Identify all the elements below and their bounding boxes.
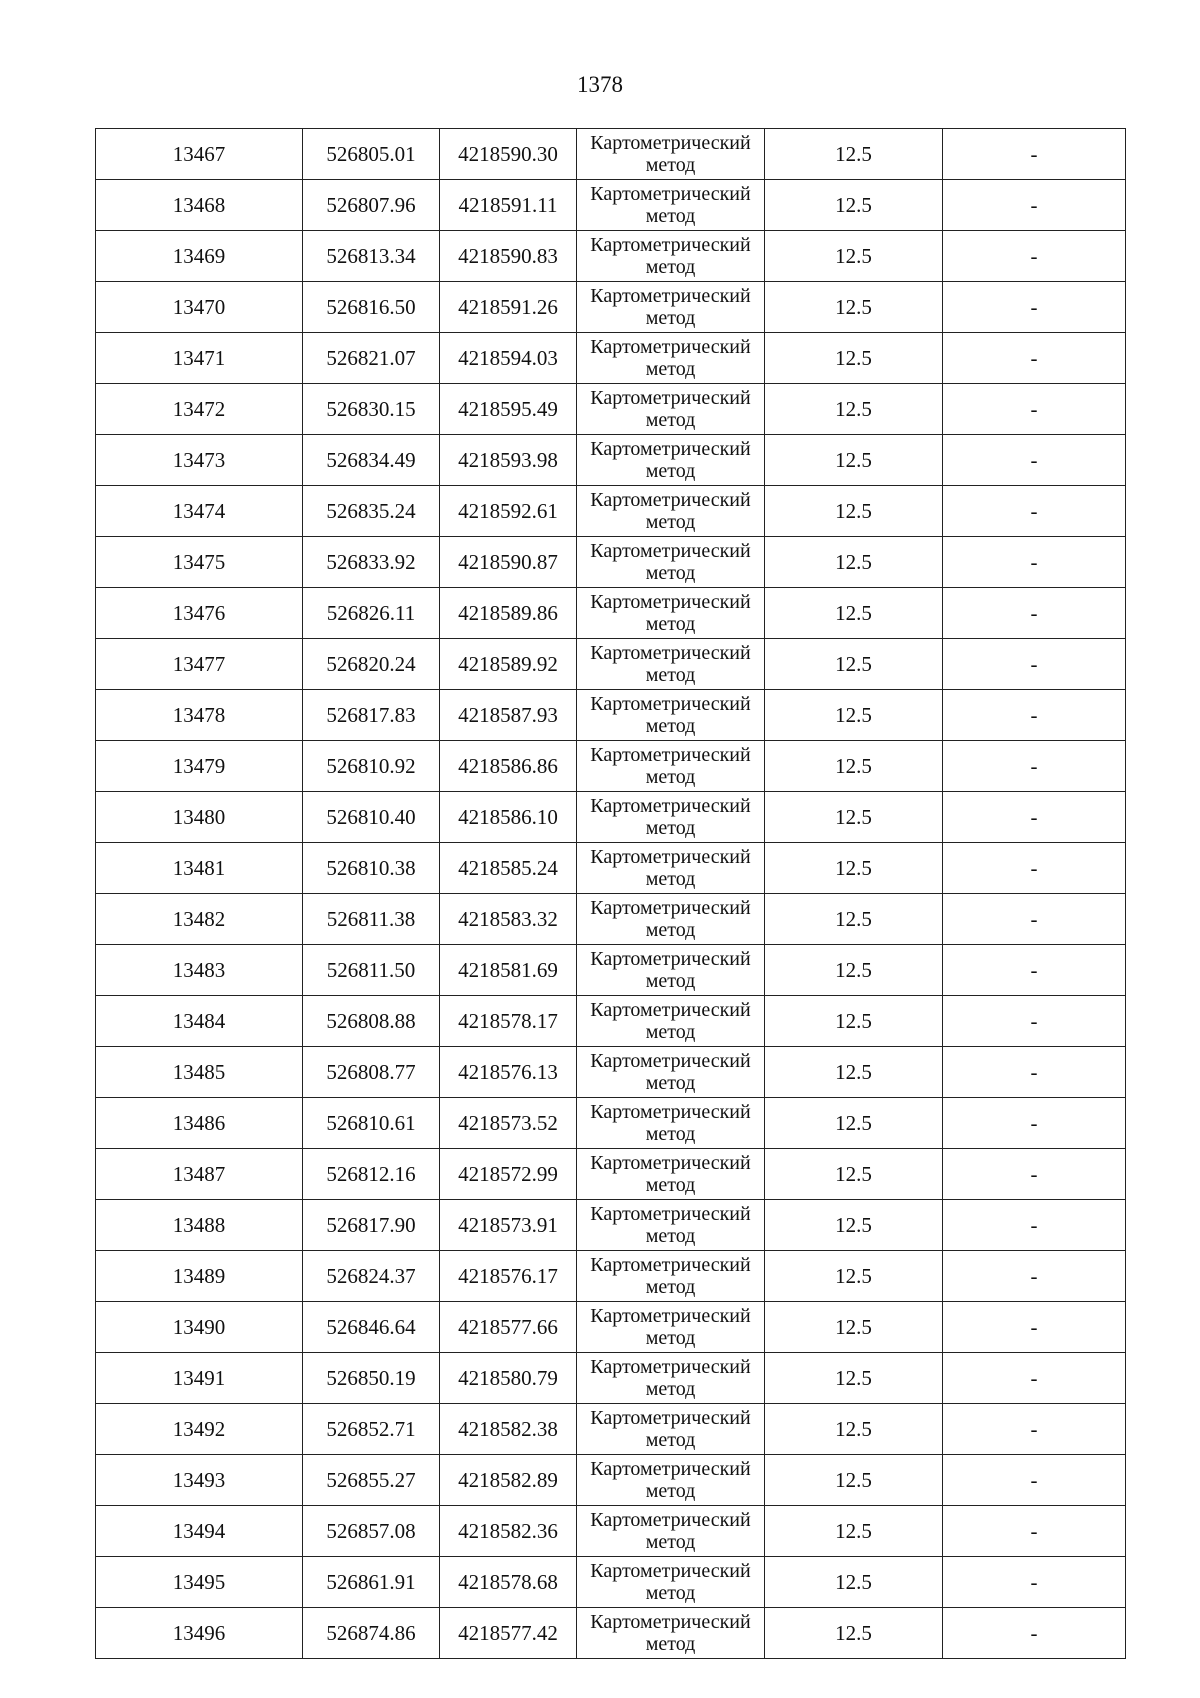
- coordinates-table: [95, 128, 1126, 1659]
- method-text: метод: [645, 613, 696, 635]
- point-number-cell: 13475: [96, 537, 303, 588]
- note-cell: -: [943, 231, 1126, 282]
- method-text: метод: [645, 1276, 696, 1298]
- method-text: Картометрический: [590, 1203, 751, 1225]
- note-cell: -: [943, 486, 1126, 537]
- method-cell: [577, 639, 765, 690]
- accuracy-cell: 12.5: [765, 792, 943, 843]
- point-number-cell: 13484: [96, 996, 303, 1047]
- accuracy-cell: 12.5: [765, 588, 943, 639]
- method-cell: [577, 333, 765, 384]
- method-text: Картометрический: [590, 1101, 751, 1123]
- method-text: Картометрический: [590, 183, 751, 205]
- point-number-cell: 13481: [96, 843, 303, 894]
- method-text: Картометрический: [590, 999, 751, 1021]
- method-cell: [577, 486, 765, 537]
- method-text: Картометрический: [590, 795, 751, 817]
- method-cell: [577, 282, 765, 333]
- point-number-cell: 13494: [96, 1506, 303, 1557]
- method-cell: [577, 741, 765, 792]
- table-row: [96, 1455, 1126, 1506]
- table-row: [96, 639, 1126, 690]
- x-coordinate-cell: 526820.24: [303, 639, 440, 690]
- note-cell: -: [943, 741, 1126, 792]
- method-text: Картометрический: [590, 642, 751, 664]
- table-row: [96, 996, 1126, 1047]
- table-row: [96, 384, 1126, 435]
- note-cell: -: [943, 843, 1126, 894]
- point-number-cell: 13492: [96, 1404, 303, 1455]
- accuracy-cell: 12.5: [765, 690, 943, 741]
- method-cell: [577, 1098, 765, 1149]
- x-coordinate-cell: 526850.19: [303, 1353, 440, 1404]
- method-text: Картометрический: [590, 285, 751, 307]
- accuracy-cell: 12.5: [765, 639, 943, 690]
- point-number-cell: 13473: [96, 435, 303, 486]
- method-text: Картометрический: [590, 1560, 751, 1582]
- accuracy-cell: 12.5: [765, 180, 943, 231]
- point-number-cell: 13480: [96, 792, 303, 843]
- note-cell: -: [943, 129, 1126, 180]
- note-cell: -: [943, 894, 1126, 945]
- method-text: метод: [645, 1378, 696, 1400]
- x-coordinate-cell: 526826.11: [303, 588, 440, 639]
- table-row: [96, 843, 1126, 894]
- x-coordinate-cell: 526812.16: [303, 1149, 440, 1200]
- method-text: метод: [645, 715, 696, 737]
- note-cell: -: [943, 537, 1126, 588]
- method-text: метод: [645, 1225, 696, 1247]
- table-row: [96, 435, 1126, 486]
- note-cell: -: [943, 1302, 1126, 1353]
- y-coordinate-cell: 4218591.11: [440, 180, 577, 231]
- x-coordinate-cell: 526810.40: [303, 792, 440, 843]
- x-coordinate-cell: 526811.38: [303, 894, 440, 945]
- y-coordinate-cell: 4218578.17: [440, 996, 577, 1047]
- method-text: Картометрический: [590, 132, 751, 154]
- point-number-cell: 13493: [96, 1455, 303, 1506]
- method-text: Картометрический: [590, 1407, 751, 1429]
- table-row: [96, 129, 1126, 180]
- method-text: метод: [645, 256, 696, 278]
- table-row: [96, 1047, 1126, 1098]
- x-coordinate-cell: 526824.37: [303, 1251, 440, 1302]
- accuracy-cell: 12.5: [765, 741, 943, 792]
- point-number-cell: 13474: [96, 486, 303, 537]
- x-coordinate-cell: 526874.86: [303, 1608, 440, 1659]
- point-number-cell: 13489: [96, 1251, 303, 1302]
- point-number-cell: 13486: [96, 1098, 303, 1149]
- y-coordinate-cell: 4218586.86: [440, 741, 577, 792]
- method-text: метод: [645, 664, 696, 686]
- note-cell: -: [943, 180, 1126, 231]
- table-row: [96, 792, 1126, 843]
- y-coordinate-cell: 4218585.24: [440, 843, 577, 894]
- x-coordinate-cell: 526817.90: [303, 1200, 440, 1251]
- point-number-cell: 13478: [96, 690, 303, 741]
- y-coordinate-cell: 4218577.66: [440, 1302, 577, 1353]
- method-text: метод: [645, 1633, 696, 1655]
- point-number-cell: 13468: [96, 180, 303, 231]
- x-coordinate-cell: 526830.15: [303, 384, 440, 435]
- method-text: метод: [645, 460, 696, 482]
- method-text: метод: [645, 1429, 696, 1451]
- x-coordinate-cell: 526808.88: [303, 996, 440, 1047]
- accuracy-cell: 12.5: [765, 1098, 943, 1149]
- note-cell: -: [943, 996, 1126, 1047]
- y-coordinate-cell: 4218582.36: [440, 1506, 577, 1557]
- method-text: метод: [645, 1072, 696, 1094]
- x-coordinate-cell: 526833.92: [303, 537, 440, 588]
- method-cell: [577, 1251, 765, 1302]
- accuracy-cell: 12.5: [765, 1506, 943, 1557]
- point-number-cell: 13469: [96, 231, 303, 282]
- accuracy-cell: 12.5: [765, 333, 943, 384]
- table-row: [96, 588, 1126, 639]
- x-coordinate-cell: 526857.08: [303, 1506, 440, 1557]
- point-number-cell: 13472: [96, 384, 303, 435]
- x-coordinate-cell: 526810.38: [303, 843, 440, 894]
- y-coordinate-cell: 4218583.32: [440, 894, 577, 945]
- x-coordinate-cell: 526846.64: [303, 1302, 440, 1353]
- table-body: [96, 129, 1126, 1659]
- accuracy-cell: 12.5: [765, 894, 943, 945]
- accuracy-cell: 12.5: [765, 1149, 943, 1200]
- table-row: [96, 1353, 1126, 1404]
- table-row: [96, 333, 1126, 384]
- accuracy-cell: 12.5: [765, 435, 943, 486]
- method-text: метод: [645, 919, 696, 941]
- x-coordinate-cell: 526808.77: [303, 1047, 440, 1098]
- method-text: метод: [645, 358, 696, 380]
- x-coordinate-cell: 526813.34: [303, 231, 440, 282]
- method-text: Картометрический: [590, 438, 751, 460]
- note-cell: -: [943, 1608, 1126, 1659]
- method-cell: [577, 384, 765, 435]
- note-cell: -: [943, 384, 1126, 435]
- x-coordinate-cell: 526817.83: [303, 690, 440, 741]
- note-cell: -: [943, 588, 1126, 639]
- note-cell: -: [943, 333, 1126, 384]
- accuracy-cell: 12.5: [765, 129, 943, 180]
- note-cell: -: [943, 792, 1126, 843]
- note-cell: -: [943, 1098, 1126, 1149]
- point-number-cell: 13471: [96, 333, 303, 384]
- accuracy-cell: 12.5: [765, 384, 943, 435]
- accuracy-cell: 12.5: [765, 1251, 943, 1302]
- method-text: метод: [645, 1531, 696, 1553]
- method-text: Картометрический: [590, 1254, 751, 1276]
- method-cell: [577, 1455, 765, 1506]
- y-coordinate-cell: 4218590.87: [440, 537, 577, 588]
- table-row: [96, 741, 1126, 792]
- accuracy-cell: 12.5: [765, 537, 943, 588]
- method-cell: [577, 1608, 765, 1659]
- y-coordinate-cell: 4218582.38: [440, 1404, 577, 1455]
- method-cell: [577, 792, 765, 843]
- x-coordinate-cell: 526810.92: [303, 741, 440, 792]
- table-row: [96, 894, 1126, 945]
- method-text: Картометрический: [590, 1611, 751, 1633]
- method-cell: [577, 843, 765, 894]
- method-text: метод: [645, 1480, 696, 1502]
- method-cell: [577, 1149, 765, 1200]
- y-coordinate-cell: 4218573.91: [440, 1200, 577, 1251]
- y-coordinate-cell: 4218593.98: [440, 435, 577, 486]
- note-cell: -: [943, 690, 1126, 741]
- method-cell: [577, 996, 765, 1047]
- method-text: метод: [645, 1021, 696, 1043]
- x-coordinate-cell: 526811.50: [303, 945, 440, 996]
- method-text: метод: [645, 154, 696, 176]
- method-text: метод: [645, 1123, 696, 1145]
- y-coordinate-cell: 4218580.79: [440, 1353, 577, 1404]
- point-number-cell: 13476: [96, 588, 303, 639]
- note-cell: -: [943, 1557, 1126, 1608]
- method-cell: [577, 129, 765, 180]
- note-cell: -: [943, 1404, 1126, 1455]
- x-coordinate-cell: 526810.61: [303, 1098, 440, 1149]
- table-row: [96, 1149, 1126, 1200]
- method-text: метод: [645, 307, 696, 329]
- note-cell: -: [943, 435, 1126, 486]
- accuracy-cell: 12.5: [765, 1608, 943, 1659]
- point-number-cell: 13467: [96, 129, 303, 180]
- accuracy-cell: 12.5: [765, 1302, 943, 1353]
- y-coordinate-cell: 4218591.26: [440, 282, 577, 333]
- y-coordinate-cell: 4218594.03: [440, 333, 577, 384]
- accuracy-cell: 12.5: [765, 1455, 943, 1506]
- x-coordinate-cell: 526835.24: [303, 486, 440, 537]
- page-number: 1378: [577, 72, 623, 97]
- point-number-cell: 13495: [96, 1557, 303, 1608]
- method-cell: [577, 1047, 765, 1098]
- y-coordinate-cell: 4218577.42: [440, 1608, 577, 1659]
- y-coordinate-cell: 4218589.86: [440, 588, 577, 639]
- method-text: Картометрический: [590, 744, 751, 766]
- method-cell: [577, 1302, 765, 1353]
- point-number-cell: 13490: [96, 1302, 303, 1353]
- y-coordinate-cell: 4218573.52: [440, 1098, 577, 1149]
- method-text: Картометрический: [590, 897, 751, 919]
- table-row: [96, 945, 1126, 996]
- method-cell: [577, 945, 765, 996]
- method-text: метод: [645, 970, 696, 992]
- point-number-cell: 13496: [96, 1608, 303, 1659]
- method-text: Картометрический: [590, 1050, 751, 1072]
- method-text: Картометрический: [590, 591, 751, 613]
- y-coordinate-cell: 4218576.13: [440, 1047, 577, 1098]
- accuracy-cell: 12.5: [765, 843, 943, 894]
- x-coordinate-cell: 526805.01: [303, 129, 440, 180]
- note-cell: -: [943, 945, 1126, 996]
- accuracy-cell: 12.5: [765, 945, 943, 996]
- point-number-cell: 13485: [96, 1047, 303, 1098]
- y-coordinate-cell: 4218592.61: [440, 486, 577, 537]
- point-number-cell: 13488: [96, 1200, 303, 1251]
- method-cell: [577, 588, 765, 639]
- x-coordinate-cell: 526807.96: [303, 180, 440, 231]
- method-text: метод: [645, 1327, 696, 1349]
- note-cell: -: [943, 1251, 1126, 1302]
- method-text: Картометрический: [590, 1458, 751, 1480]
- table-row: [96, 537, 1126, 588]
- method-cell: [577, 690, 765, 741]
- method-cell: [577, 1353, 765, 1404]
- method-text: Картометрический: [590, 1152, 751, 1174]
- table-row: [96, 1098, 1126, 1149]
- accuracy-cell: 12.5: [765, 1353, 943, 1404]
- method-text: метод: [645, 1582, 696, 1604]
- y-coordinate-cell: 4218581.69: [440, 945, 577, 996]
- accuracy-cell: 12.5: [765, 486, 943, 537]
- method-text: Картометрический: [590, 693, 751, 715]
- method-text: метод: [645, 409, 696, 431]
- method-text: метод: [645, 205, 696, 227]
- note-cell: -: [943, 1353, 1126, 1404]
- y-coordinate-cell: 4218572.99: [440, 1149, 577, 1200]
- accuracy-cell: 12.5: [765, 1047, 943, 1098]
- point-number-cell: 13479: [96, 741, 303, 792]
- y-coordinate-cell: 4218576.17: [440, 1251, 577, 1302]
- x-coordinate-cell: 526816.50: [303, 282, 440, 333]
- x-coordinate-cell: 526855.27: [303, 1455, 440, 1506]
- y-coordinate-cell: 4218590.83: [440, 231, 577, 282]
- note-cell: -: [943, 639, 1126, 690]
- method-text: Картометрический: [590, 489, 751, 511]
- y-coordinate-cell: 4218590.30: [440, 129, 577, 180]
- method-cell: [577, 537, 765, 588]
- table-row: [96, 690, 1126, 741]
- table-row: [96, 1302, 1126, 1353]
- point-number-cell: 13487: [96, 1149, 303, 1200]
- method-cell: [577, 1506, 765, 1557]
- x-coordinate-cell: 526821.07: [303, 333, 440, 384]
- table-row: [96, 1506, 1126, 1557]
- x-coordinate-cell: 526861.91: [303, 1557, 440, 1608]
- table-row: [96, 1251, 1126, 1302]
- method-text: Картометрический: [590, 387, 751, 409]
- point-number-cell: 13491: [96, 1353, 303, 1404]
- x-coordinate-cell: 526834.49: [303, 435, 440, 486]
- x-coordinate-cell: 526852.71: [303, 1404, 440, 1455]
- method-text: Картометрический: [590, 540, 751, 562]
- method-text: Картометрический: [590, 336, 751, 358]
- method-text: Картометрический: [590, 1356, 751, 1378]
- method-text: метод: [645, 511, 696, 533]
- method-text: Картометрический: [590, 234, 751, 256]
- method-text: Картометрический: [590, 948, 751, 970]
- note-cell: -: [943, 1149, 1126, 1200]
- point-number-cell: 13470: [96, 282, 303, 333]
- y-coordinate-cell: 4218586.10: [440, 792, 577, 843]
- method-text: метод: [645, 1174, 696, 1196]
- accuracy-cell: 12.5: [765, 996, 943, 1047]
- accuracy-cell: 12.5: [765, 1200, 943, 1251]
- point-number-cell: 13483: [96, 945, 303, 996]
- method-text: Картометрический: [590, 846, 751, 868]
- table-row: [96, 486, 1126, 537]
- accuracy-cell: 12.5: [765, 231, 943, 282]
- y-coordinate-cell: 4218595.49: [440, 384, 577, 435]
- table-row: [96, 1404, 1126, 1455]
- accuracy-cell: 12.5: [765, 282, 943, 333]
- method-cell: [577, 1200, 765, 1251]
- table-row: [96, 1608, 1126, 1659]
- table-row: [96, 231, 1126, 282]
- method-text: Картометрический: [590, 1509, 751, 1531]
- method-cell: [577, 180, 765, 231]
- note-cell: -: [943, 282, 1126, 333]
- table-row: [96, 1200, 1126, 1251]
- method-cell: [577, 894, 765, 945]
- method-cell: [577, 1404, 765, 1455]
- accuracy-cell: 12.5: [765, 1404, 943, 1455]
- table-row: [96, 1557, 1126, 1608]
- table-row: [96, 180, 1126, 231]
- note-cell: -: [943, 1047, 1126, 1098]
- method-text: Картометрический: [590, 1305, 751, 1327]
- method-text: метод: [645, 817, 696, 839]
- point-number-cell: 13482: [96, 894, 303, 945]
- note-cell: -: [943, 1455, 1126, 1506]
- point-number-cell: 13477: [96, 639, 303, 690]
- method-cell: [577, 1557, 765, 1608]
- y-coordinate-cell: 4218582.89: [440, 1455, 577, 1506]
- accuracy-cell: 12.5: [765, 1557, 943, 1608]
- method-text: метод: [645, 766, 696, 788]
- y-coordinate-cell: 4218578.68: [440, 1557, 577, 1608]
- note-cell: -: [943, 1506, 1126, 1557]
- method-text: метод: [645, 562, 696, 584]
- method-text: метод: [645, 868, 696, 890]
- method-cell: [577, 231, 765, 282]
- y-coordinate-cell: 4218589.92: [440, 639, 577, 690]
- y-coordinate-cell: 4218587.93: [440, 690, 577, 741]
- note-cell: -: [943, 1200, 1126, 1251]
- table-row: [96, 282, 1126, 333]
- method-cell: [577, 435, 765, 486]
